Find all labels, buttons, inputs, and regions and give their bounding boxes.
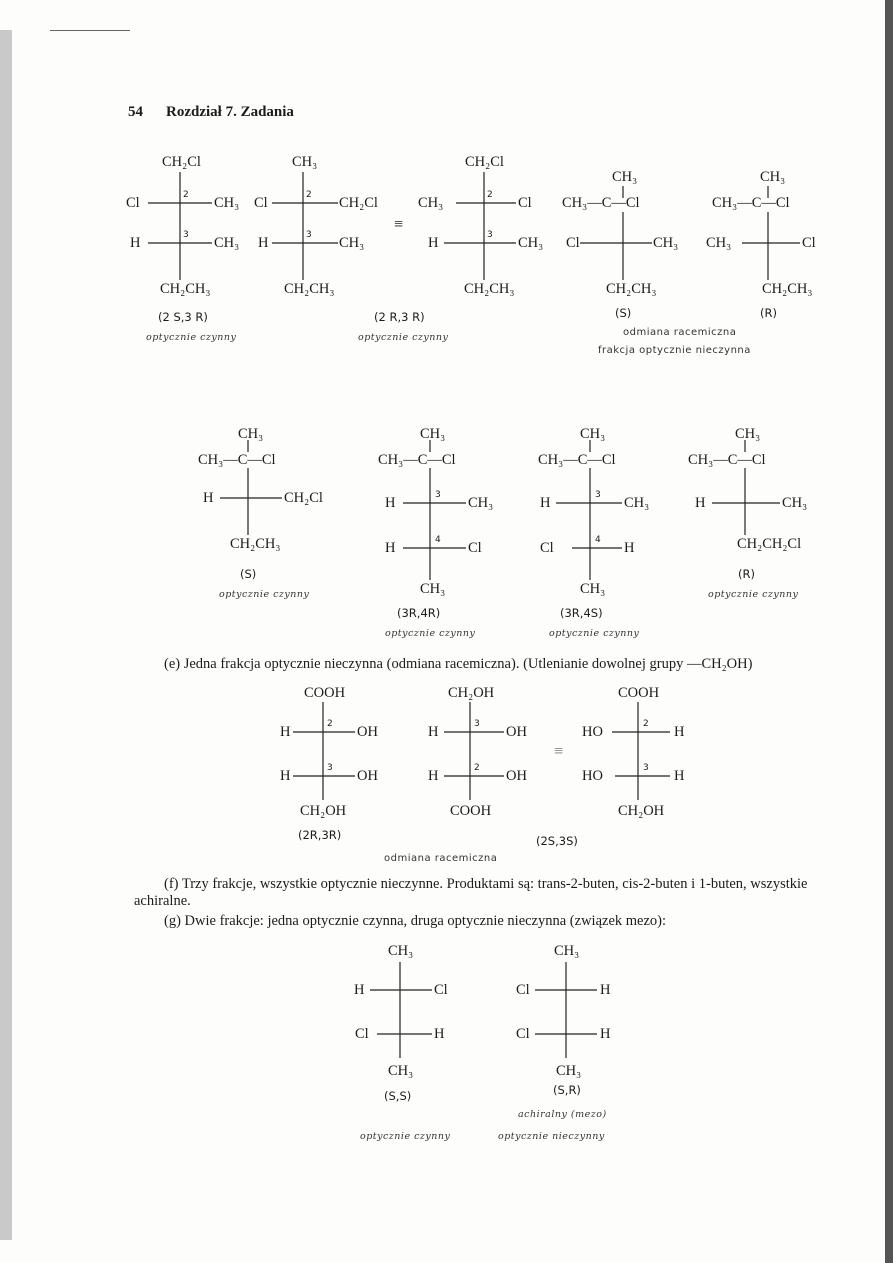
configuration-label: (R)	[760, 306, 777, 320]
group-bottom: CH₃	[388, 1063, 414, 1079]
group-left: Cl	[540, 540, 554, 556]
note-optical: optycznie czynny	[219, 589, 310, 600]
atom-number: 3	[643, 763, 649, 773]
atom-number: 2	[643, 719, 649, 729]
atom-number: 2	[487, 190, 493, 200]
atom-number: 2	[474, 763, 480, 773]
group-bottom: CH₂CH₃	[230, 536, 281, 552]
note-racemic: odmiana racemiczna	[384, 853, 498, 864]
group-center: CH₃—C—Cl	[538, 452, 616, 468]
note-optical: optycznie czynny	[146, 332, 237, 343]
atom-number: 2	[306, 190, 312, 200]
group-left: Cl	[566, 235, 580, 251]
note-optical: optycznie nieczynny	[498, 1131, 605, 1142]
group-right: Cl	[468, 540, 482, 556]
group-top: CH₃	[760, 169, 786, 185]
group-left: Cl	[355, 1026, 369, 1042]
group-left: CH₃	[418, 195, 444, 211]
group-right: Cl	[434, 982, 448, 998]
group-right: CH₃	[339, 235, 365, 251]
group-bottom: CH₃	[420, 581, 446, 597]
group-left: H	[540, 495, 551, 511]
note-optical: optycznie czynny	[549, 628, 640, 639]
group-top: COOH	[304, 685, 346, 701]
configuration-label: (2S,3S)	[536, 834, 578, 848]
group-right: H	[674, 724, 685, 740]
group-bottom: CH₃	[580, 581, 606, 597]
atom-number: 3	[435, 490, 441, 500]
group-top: CH₂Cl	[465, 154, 504, 170]
group-top: CH₃	[420, 426, 446, 442]
group-right: CH₂Cl	[339, 195, 378, 211]
group-bottom: CH₂CH₃	[606, 281, 657, 297]
atom-number: 3	[183, 230, 189, 240]
group-right: H	[624, 540, 635, 556]
group-left: H	[354, 982, 365, 998]
group-bottom: CH₂CH₂Cl	[737, 536, 802, 552]
group-left: H	[695, 495, 706, 511]
group-left: H	[130, 235, 141, 251]
note-optical: optycznie czynny	[385, 628, 476, 639]
group-left: H	[428, 724, 439, 740]
group-top: COOH	[618, 685, 660, 701]
group-left: H	[385, 540, 396, 556]
group-right: Cl	[802, 235, 816, 251]
group-bottom: COOH	[450, 803, 492, 819]
configuration-label: (S,S)	[384, 1089, 412, 1103]
group-right: CH₃	[653, 235, 679, 251]
group-right: CH₃	[518, 235, 544, 251]
group-left: H	[203, 490, 214, 506]
group-right: H	[674, 768, 685, 784]
group-top: CH₃	[735, 426, 761, 442]
group-left: CH₃	[706, 235, 732, 251]
group-left: H	[280, 768, 291, 784]
group-right: OH	[357, 724, 378, 740]
group-center: CH₃—C—Cl	[198, 452, 276, 468]
group-right: H	[434, 1026, 445, 1042]
group-right: CH₃	[214, 235, 240, 251]
group-bottom: CH₂CH₃	[464, 281, 515, 297]
group-bottom: CH₂CH₃	[160, 281, 211, 297]
configuration-label: (3R,4S)	[560, 606, 603, 620]
group-center: CH₃—C—Cl	[378, 452, 456, 468]
chapter-title: Rozdział 7. Zadania	[166, 104, 294, 120]
equivalence-sign: ≡	[554, 743, 564, 760]
note-optical: optycznie czynny	[360, 1131, 451, 1142]
group-left: H	[428, 768, 439, 784]
group-top: CH₃	[388, 943, 414, 959]
group-left: H	[385, 495, 396, 511]
paragraph-e: (e) Jedna frakcja optycznie nieczynna (odmiana racemiczna). (Utlenianie dowolnej grupy —CH₂OH)	[164, 656, 753, 672]
note-optical: optycznie czynny	[358, 332, 449, 343]
group-bottom: CH₂OH	[618, 803, 665, 819]
note-racemic: odmiana racemiczna	[623, 327, 737, 338]
group-left: Cl	[254, 195, 268, 211]
atom-number: 2	[183, 190, 189, 200]
group-right: CH₃	[624, 495, 650, 511]
group-right: Cl	[518, 195, 532, 211]
configuration-label: (S,R)	[553, 1083, 581, 1097]
paragraph-g: (g) Dwie frakcje: jedna optycznie czynna, druga optycznie nieczynna (związek mezo):	[164, 913, 667, 929]
atom-number: 3	[487, 230, 493, 240]
group-left: H	[428, 235, 439, 251]
group-left: HO	[582, 724, 603, 740]
group-center: CH₃—C—Cl	[562, 195, 640, 211]
configuration-label: (R)	[738, 567, 755, 581]
group-left: H	[280, 724, 291, 740]
atom-number: 3	[306, 230, 312, 240]
group-center: CH₃—C—Cl	[712, 195, 790, 211]
paragraph-f: (f) Trzy frakcje, wszystkie optycznie nieczynne. Produktami są: trans-2-buten, cis-2-buten i 1-buten, wszystkie achiralne.	[134, 876, 808, 909]
group-top: CH₃	[580, 426, 606, 442]
note-fraction: frakcja optycznie nieczynna	[598, 345, 751, 356]
group-left: H	[258, 235, 269, 251]
atom-number: 3	[595, 490, 601, 500]
atom-number: 3	[327, 763, 333, 773]
note-optical: optycznie czynny	[708, 589, 799, 600]
group-right: CH₃	[782, 495, 808, 511]
group-center: CH₃—C—Cl	[688, 452, 766, 468]
configuration-label: (2R,3R)	[298, 828, 342, 842]
atom-number: 2	[327, 719, 333, 729]
group-right: OH	[357, 768, 378, 784]
group-right: CH₂Cl	[284, 490, 323, 506]
group-bottom: CH₂CH₃	[284, 281, 335, 297]
group-bottom: CH₃	[556, 1063, 582, 1079]
note-meso: achiralny (mezo)	[518, 1109, 607, 1120]
group-right: CH₃	[468, 495, 494, 511]
group-top: CH₃	[292, 154, 318, 170]
group-left: Cl	[516, 1026, 530, 1042]
equivalence-sign: ≡	[394, 216, 404, 233]
group-top: CH₃	[238, 426, 264, 442]
configuration-label: (S)	[240, 567, 257, 581]
group-right: CH₃	[214, 195, 240, 211]
atom-number: 4	[595, 535, 601, 545]
group-left: Cl	[516, 982, 530, 998]
group-left: HO	[582, 768, 603, 784]
configuration-label: (2 S,3 R)	[158, 310, 208, 324]
atom-number: 3	[474, 719, 480, 729]
configuration-label: (2 R,3 R)	[374, 310, 425, 324]
configuration-label: (S)	[615, 306, 632, 320]
group-right: H	[600, 982, 611, 998]
group-top: CH₂Cl	[162, 154, 201, 170]
group-top: CH₃	[612, 169, 638, 185]
group-right: H	[600, 1026, 611, 1042]
atom-number: 4	[435, 535, 441, 545]
group-top: CH₂OH	[448, 685, 495, 701]
group-bottom: CH₂OH	[300, 803, 347, 819]
group-right: OH	[506, 724, 527, 740]
group-left: Cl	[126, 195, 140, 211]
group-top: CH₃	[554, 943, 580, 959]
page-number: 54	[128, 104, 143, 120]
group-bottom: CH₂CH₃	[762, 281, 813, 297]
configuration-label: (3R,4R)	[397, 606, 441, 620]
group-right: OH	[506, 768, 527, 784]
